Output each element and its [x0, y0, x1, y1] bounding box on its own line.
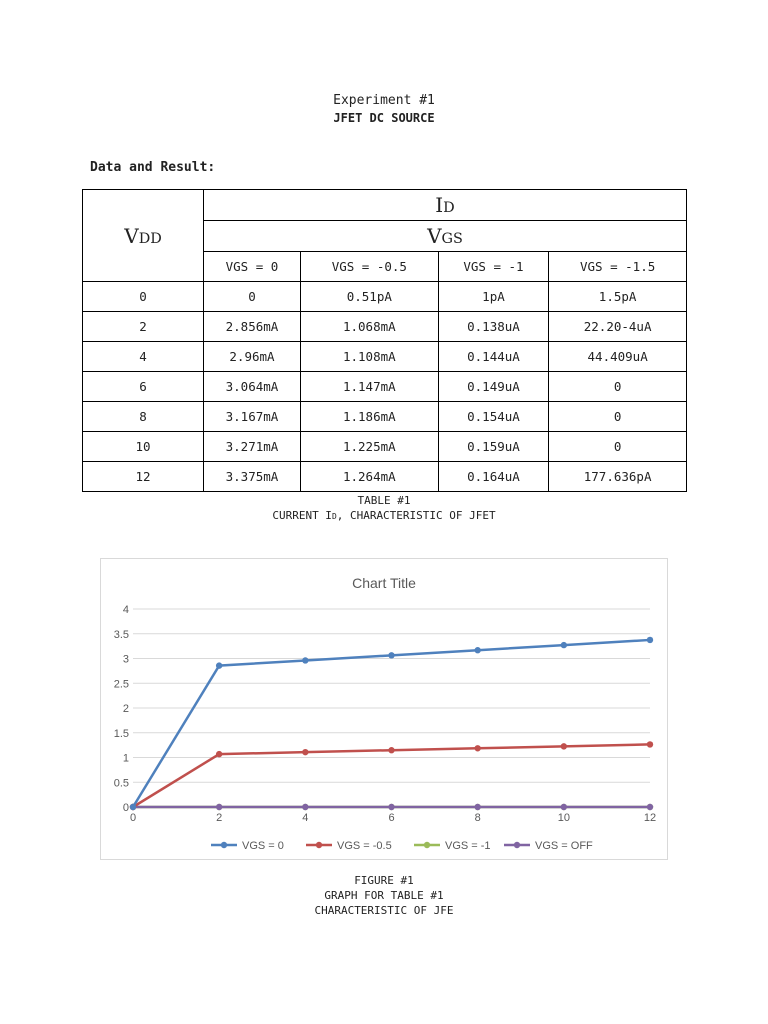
- current-cell: 0: [549, 432, 687, 462]
- current-cell: 0: [549, 372, 687, 402]
- current-cell: 1.147mA: [300, 372, 438, 402]
- x-tick-label: 0: [129, 812, 137, 824]
- current-cell: 3.064mA: [204, 372, 301, 402]
- header-vdd: VDD: [83, 190, 204, 282]
- current-cell: 3.167mA: [204, 402, 301, 432]
- data-table: [82, 189, 687, 492]
- data-point: [474, 745, 480, 751]
- current-cell: 0.144uA: [438, 342, 549, 372]
- legend-marker: [221, 842, 227, 848]
- current-cell: 1.225mA: [300, 432, 438, 462]
- current-cell: 0.154uA: [438, 402, 549, 432]
- y-tick-label: 0.5: [113, 777, 129, 790]
- current-cell: 2.856mA: [204, 312, 301, 342]
- table-row: [83, 312, 687, 342]
- current-cell: 0.159uA: [438, 432, 549, 462]
- table-row: [83, 462, 687, 492]
- table-caption-title: TABLE #1: [357, 494, 411, 507]
- data-point: [216, 751, 222, 757]
- current-cell: 3.271mA: [204, 432, 301, 462]
- vdd-cell: 2: [83, 312, 204, 342]
- y-tick-label: 3.5: [113, 628, 129, 641]
- vgs-column-header: VGS = -1: [438, 252, 549, 282]
- section-label: Data and Result:: [90, 160, 216, 175]
- legend-marker: [514, 842, 520, 848]
- vgs-column-header: VGS = -1.5: [549, 252, 687, 282]
- table-caption-description: CURRENT ID, CHARACTERISTIC OF JFET: [272, 509, 496, 522]
- current-cell: 2.96mA: [204, 342, 301, 372]
- current-cell: 0.149uA: [438, 372, 549, 402]
- data-point: [388, 652, 394, 658]
- x-tick-label: 8: [474, 812, 481, 824]
- current-cell: 1.068mA: [300, 312, 438, 342]
- current-cell: 1.5pA: [549, 282, 687, 312]
- y-tick-label: 1: [122, 752, 129, 765]
- legend-label: VGS = 0: [242, 840, 284, 852]
- figure-caption-title: FIGURE #1: [354, 874, 414, 887]
- data-point: [216, 804, 222, 810]
- x-tick-label: 2: [216, 812, 223, 824]
- vdd-cell: 8: [83, 402, 204, 432]
- data-point: [388, 804, 394, 810]
- current-cell: 0.164uA: [438, 462, 549, 492]
- legend-label: VGS = -1: [445, 840, 491, 852]
- data-point: [647, 637, 653, 643]
- current-cell: 1.108mA: [300, 342, 438, 372]
- x-tick-label: 10: [557, 812, 570, 824]
- x-tick-label: 6: [388, 812, 395, 824]
- current-cell: 3.375mA: [204, 462, 301, 492]
- data-point: [561, 642, 567, 648]
- data-point: [302, 804, 308, 810]
- current-cell: 22.20-4uA: [549, 312, 687, 342]
- data-point: [647, 804, 653, 810]
- legend-label: VGS = -0.5: [337, 840, 392, 852]
- current-cell: 177.636pA: [549, 462, 687, 492]
- data-point: [302, 657, 308, 663]
- chart-title: Chart Title: [352, 575, 416, 591]
- current-cell: 1.186mA: [300, 402, 438, 432]
- table-row: [83, 282, 687, 312]
- data-point: [561, 743, 567, 749]
- data-point: [647, 741, 653, 747]
- table-row: [83, 402, 687, 432]
- y-tick-label: 3: [122, 653, 129, 666]
- data-point: [130, 804, 136, 810]
- y-tick-label: 0: [122, 802, 129, 814]
- current-cell: 0.138uA: [438, 312, 549, 342]
- series-line: [133, 744, 650, 807]
- current-cell: 44.409uA: [549, 342, 687, 372]
- y-tick-label: 4: [122, 604, 129, 616]
- y-tick-label: 2: [122, 703, 129, 715]
- vgs-column-header: VGS = -0.5: [300, 252, 438, 282]
- header-id: ID: [204, 190, 687, 221]
- chart-svg: [101, 559, 667, 859]
- table-row: [83, 342, 687, 372]
- data-point: [388, 747, 394, 753]
- current-cell: 1pA: [438, 282, 549, 312]
- current-cell: 1.264mA: [300, 462, 438, 492]
- current-cell: 0: [549, 402, 687, 432]
- legend-marker: [316, 842, 322, 848]
- vdd-cell: 10: [83, 432, 204, 462]
- data-point: [216, 662, 222, 668]
- data-point: [561, 804, 567, 810]
- vdd-cell: 4: [83, 342, 204, 372]
- figure-caption-line3: CHARACTERISTIC OF JFE: [314, 904, 454, 917]
- data-point: [302, 749, 308, 755]
- data-point: [474, 804, 480, 810]
- table-row: [83, 432, 687, 462]
- figure-caption-line2: GRAPH FOR TABLE #1: [324, 889, 444, 902]
- vdd-cell: 6: [83, 372, 204, 402]
- legend-label: VGS = OFF: [535, 840, 593, 852]
- x-tick-label: 12: [643, 812, 657, 824]
- vgs-column-header: VGS = 0: [204, 252, 301, 282]
- x-tick-label: 4: [302, 812, 309, 824]
- y-tick-label: 1.5: [113, 727, 129, 740]
- experiment-subtitle: JFET DC SOURCE: [333, 111, 435, 125]
- current-cell: 0: [204, 282, 301, 312]
- vdd-cell: 0: [83, 282, 204, 312]
- header-vgs: VGS: [204, 221, 687, 252]
- data-point: [474, 647, 480, 653]
- current-cell: 0.51pA: [300, 282, 438, 312]
- vdd-cell: 12: [83, 462, 204, 492]
- chart: [100, 558, 668, 860]
- table-row: [83, 372, 687, 402]
- experiment-title: Experiment #1: [333, 93, 435, 108]
- y-tick-label: 2.5: [113, 678, 129, 691]
- legend-marker: [424, 842, 430, 848]
